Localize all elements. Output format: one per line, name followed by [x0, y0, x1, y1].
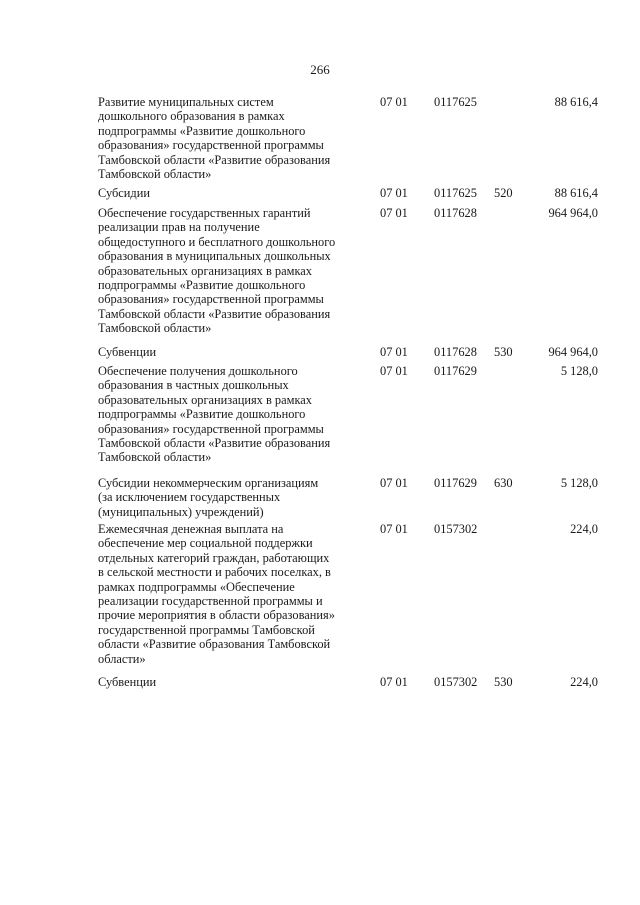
- description-line: Развитие муниципальных систем: [98, 95, 274, 109]
- amount-value: 88 616,4: [554, 95, 598, 109]
- description-line: реализации прав на получение: [98, 220, 260, 235]
- expense-type-code: 520: [494, 186, 513, 200]
- description-line: обеспечение мер социальной поддержки: [98, 536, 313, 551]
- section-code: 07 01: [380, 345, 408, 359]
- description-line: Субсидии: [98, 186, 150, 200]
- description-line: подпрограммы «Развитие дошкольного: [98, 407, 306, 422]
- description-line: области «Развитие образования Тамбовской: [98, 637, 331, 652]
- row-description: [98, 186, 363, 200]
- table-row: [98, 206, 602, 336]
- description-line: Тамбовской области»: [98, 450, 212, 465]
- table-row: [98, 522, 602, 666]
- row-description: [98, 95, 363, 181]
- description-line: образования» государственной программы: [98, 292, 324, 307]
- target-article-code: 0117628: [434, 206, 477, 220]
- description-line: дошкольного образования в рамках: [98, 109, 285, 124]
- amount-value: 88 616,4: [554, 186, 598, 200]
- description-line: в сельской местности и рабочих поселках, в: [98, 565, 331, 580]
- description-line: образовательных организациях в рамках: [98, 392, 312, 407]
- amount-value: 224,0: [570, 675, 598, 689]
- description-line: подпрограммы «Развитие дошкольного: [98, 123, 306, 138]
- description-line: государственной программы Тамбовской: [98, 622, 315, 637]
- row-description: [98, 345, 363, 359]
- table-row: [98, 476, 602, 519]
- description-line: прочие мероприятия в области образования»: [98, 608, 335, 623]
- description-line: (муниципальных) учреждений): [98, 504, 264, 519]
- expense-type-code: 530: [494, 675, 513, 689]
- row-description: [98, 476, 363, 519]
- amount-value: 5 128,0: [560, 476, 598, 490]
- target-article-code: 0117629: [434, 476, 477, 490]
- row-description: [98, 522, 363, 666]
- description-line: подпрограммы «Развитие дошкольного: [98, 278, 306, 293]
- section-code: 07 01: [380, 675, 408, 689]
- description-line: Тамбовской области «Развитие образования: [98, 152, 331, 167]
- description-line: отдельных категорий граждан, работающих: [98, 550, 330, 565]
- amount-value: 964 964,0: [548, 345, 598, 359]
- description-line: Тамбовской области «Развитие образования: [98, 436, 331, 451]
- description-line: Субвенции: [98, 675, 157, 689]
- description-line: образования в частных дошкольных: [98, 378, 289, 393]
- description-line: рамках подпрограммы «Обеспечение: [98, 579, 295, 594]
- description-line: Обеспечение получения дошкольного: [98, 364, 298, 378]
- target-article-code: 0157302: [434, 522, 478, 536]
- description-line: Тамбовской области»: [98, 321, 212, 336]
- amount-value: 5 128,0: [560, 364, 598, 378]
- description-line: образования» государственной программы: [98, 138, 324, 153]
- table-row: [98, 364, 602, 465]
- expense-type-code: 630: [494, 476, 513, 490]
- description-line: образования в муниципальных дошкольных: [98, 249, 331, 264]
- section-code: 07 01: [380, 95, 408, 109]
- description-line: Тамбовской области»: [98, 167, 212, 182]
- table-row: [98, 345, 602, 359]
- description-line: общедоступного и бесплатного дошкольного: [98, 234, 336, 249]
- description-line: (за исключением государственных: [98, 490, 281, 505]
- table-row: [98, 95, 602, 181]
- description-line: образования» государственной программы: [98, 421, 324, 436]
- table-row: [98, 186, 602, 200]
- table-row: [98, 675, 602, 689]
- target-article-code: 0117625: [434, 186, 477, 200]
- expense-type-code: 530: [494, 345, 513, 359]
- target-article-code: 0117628: [434, 345, 477, 359]
- section-code: 07 01: [380, 522, 408, 536]
- description-line: области»: [98, 651, 146, 666]
- section-code: 07 01: [380, 206, 408, 220]
- amount-value: 224,0: [570, 522, 598, 536]
- page-number: 266: [310, 62, 330, 77]
- target-article-code: 0117625: [434, 95, 477, 109]
- description-line: Ежемесячная денежная выплата на: [98, 522, 284, 536]
- description-line: Тамбовской области «Развитие образования: [98, 306, 331, 321]
- description-line: Субвенции: [98, 345, 157, 359]
- description-line: Субсидии некоммерческим организациям: [98, 476, 319, 490]
- row-description: [98, 364, 363, 465]
- section-code: 07 01: [380, 186, 408, 200]
- description-line: образовательных организациях в рамках: [98, 263, 312, 278]
- amount-value: 964 964,0: [548, 206, 598, 220]
- target-article-code: 0117629: [434, 364, 477, 378]
- row-description: [98, 675, 363, 689]
- description-line: Обеспечение государственных гарантий: [98, 206, 311, 220]
- description-line: реализации государственной программы и: [98, 594, 323, 609]
- section-code: 07 01: [380, 364, 408, 378]
- row-description: [98, 206, 363, 336]
- section-code: 07 01: [380, 476, 408, 490]
- target-article-code: 0157302: [434, 675, 478, 689]
